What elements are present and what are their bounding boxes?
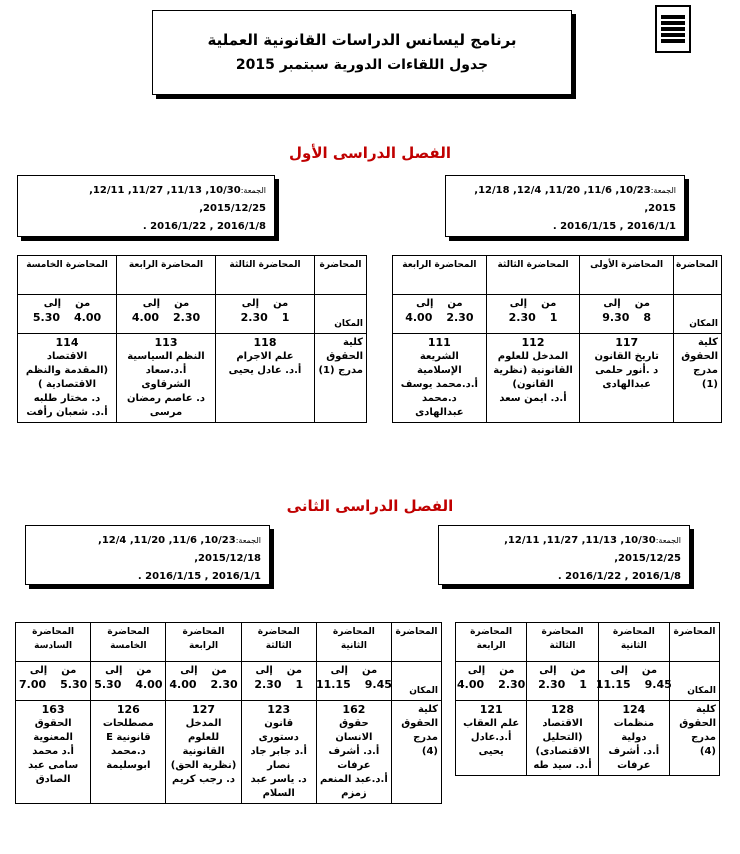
to-label: إلى [610, 665, 628, 676]
course-line: علم العقاب [463, 718, 520, 729]
time-from: 4.00 [74, 311, 102, 324]
course-cell [580, 334, 674, 423]
course-line: حقوق الانسان [335, 718, 373, 743]
semester2-title: الفصل الدراسى الثانى [286, 497, 454, 515]
lecture-header-label: المحاضرة [676, 260, 718, 270]
course-line: أ.د. عادل يحيى [228, 365, 302, 376]
course-code: 128 [551, 703, 574, 716]
course-line: السلام [262, 788, 295, 799]
time-to: 2.30 [240, 311, 268, 324]
course-line: مصطلحات [102, 718, 154, 729]
lecture-header: المحاضرة الرابعة [393, 256, 487, 295]
to-label: إلى [142, 298, 161, 309]
place-label-cell [674, 295, 722, 334]
time-from: 1 [295, 678, 304, 691]
lecture-header: المحاضرة الخامسة [18, 256, 117, 295]
course-line: ابوسليمة [106, 760, 151, 771]
lecture-header: المحاضرة الثانية [316, 623, 391, 662]
course-line: قانونية E [106, 732, 151, 743]
dates-line1: 10/30, 11/13, 11/27, 12/11, 2015/12/25, [504, 535, 681, 564]
course-line: أ.د.محمد يوسف [400, 379, 478, 390]
course-code: 113 [154, 336, 178, 349]
course-line: (المقدمة والنظم [25, 365, 109, 376]
course-line: زمزم [341, 788, 367, 799]
to-label: إلى [241, 298, 260, 309]
time-to: 5.30 [32, 311, 60, 324]
dates-line1: 10/23, 11/6, 11/20, 12/4, 12/18, 2015, [474, 185, 676, 214]
time-cell [18, 295, 117, 334]
dates-line2: 2016/1/1 , 2016/1/15 . [552, 221, 676, 232]
time-cell [91, 662, 166, 701]
place-cell: كلية الحقوق مدرج (4) [392, 701, 442, 804]
place-label: المكان [687, 686, 716, 696]
time-from: 5.30 [60, 678, 88, 691]
time-from: 1 [281, 311, 290, 324]
time-cell [316, 662, 391, 701]
time-to: 9.30 [602, 311, 630, 324]
course-line: أ.د محمد [32, 746, 74, 757]
time-cell [486, 295, 580, 334]
time-to: 4.00 [169, 678, 197, 691]
place-label-cell [392, 662, 442, 701]
time-from: 9.45 [364, 678, 392, 691]
time-cell [117, 295, 216, 334]
course-line: مرسى [149, 407, 183, 418]
place-label: المكان [334, 319, 363, 329]
course-line: أ.د. أشرف [608, 746, 660, 757]
lecture-header: المحاضرة الرابعة [117, 256, 216, 295]
lecture-header: المحاضرة الثالثة [486, 256, 580, 295]
course-line: أ.د.سعاد الشرقاوى [141, 365, 191, 390]
to-label: إلى [43, 298, 62, 309]
place-cell: كلية الحقوق مدرج (4) [670, 701, 720, 776]
to-label: إلى [255, 665, 273, 676]
course-line: القانون) [512, 379, 554, 390]
course-line: الحقوق [34, 718, 72, 729]
course-line: أ.د. شعبان رأفت [26, 407, 108, 418]
semester1-title: الفصل الدراسى الأول [289, 144, 451, 162]
course-line: القانونية [182, 746, 225, 757]
course-line: تاريخ القانون [594, 351, 659, 362]
dates-line1: 10/23, 11/6, 11/20, 12/4, 2015/12/18, [98, 535, 261, 564]
course-line: (نظرية الحق) [170, 760, 237, 771]
sem2-right-dates [438, 525, 690, 585]
lecture-header: المحاضرة الأولى [580, 256, 674, 295]
course-code: 118 [253, 336, 277, 349]
sem2-left-dates [25, 525, 270, 585]
course-line: سامى عبد [28, 760, 79, 771]
time-to: 5.30 [94, 678, 122, 691]
course-cell [456, 701, 527, 776]
course-line: د.محمد عبدالهادى [415, 393, 464, 418]
title-box [152, 10, 572, 95]
from-label: من [75, 298, 91, 309]
course-line: دستورى [258, 732, 299, 743]
time-from: 1 [549, 311, 558, 324]
dates-line2: 2016/1/8 , 2016/1/22 . [557, 571, 681, 582]
time-to: 4.00 [131, 311, 159, 324]
from-label: من [211, 665, 227, 676]
to-label: إلى [539, 665, 557, 676]
time-cell [527, 662, 598, 701]
course-line: علم الاجرام [236, 351, 294, 362]
lecture-header: المحاضرة الخامسة [91, 623, 166, 662]
time-cell [16, 662, 91, 701]
time-from: 2.30 [446, 311, 474, 324]
course-line: القانونية (نظرية [493, 365, 573, 376]
course-code: 112 [521, 336, 545, 349]
from-label: من [273, 298, 289, 309]
course-cell [241, 701, 316, 804]
from-label: من [61, 665, 77, 676]
course-code: 124 [622, 703, 646, 716]
from-label: من [499, 665, 515, 676]
time-to: 2.30 [254, 678, 282, 691]
course-line: المعنوية [33, 732, 73, 743]
university-logo [655, 5, 691, 53]
sem2-right-table [455, 622, 720, 776]
course-line: أ.د جابر جاد [250, 746, 307, 757]
time-cell [216, 295, 315, 334]
from-label: من [286, 665, 302, 676]
time-to: 11.15 [315, 678, 351, 691]
place-cell: كلية الحقوق مدرج (1) [674, 334, 722, 423]
course-cell [16, 701, 91, 804]
course-code: 163 [41, 703, 65, 716]
course-code: 111 [427, 336, 451, 349]
course-cell [18, 334, 117, 423]
time-to: 11.15 [595, 678, 631, 691]
lecture-header: المحاضرة الثالثة [241, 623, 316, 662]
from-label: من [361, 665, 378, 676]
lecture-header: المحاضرة الثالثة [527, 623, 598, 662]
to-label: إلى [330, 665, 348, 676]
lecture-header: المحاضرة الرابعة [166, 623, 241, 662]
dates-label: الجمعة: [235, 536, 261, 545]
lecture-header: المحاضرة السادسة [16, 623, 91, 662]
course-code: 162 [342, 703, 366, 716]
course-line: د. عاصم رمضان [126, 393, 206, 404]
dates-label: الجمعة: [240, 186, 266, 195]
to-label: إلى [603, 298, 621, 309]
course-code: 127 [192, 703, 216, 716]
dates-line1: 10/30, 11/13, 11/27, 12/11, 2015/12/25, [89, 185, 266, 214]
time-to: 7.00 [18, 678, 47, 691]
to-label: إلى [105, 665, 123, 676]
course-cell [117, 334, 216, 423]
header-place [392, 623, 442, 662]
course-line: الصادق [35, 774, 71, 785]
course-cell [166, 701, 241, 804]
course-line: د .أنور حلمى [595, 365, 659, 376]
sem1-right-dates [445, 175, 685, 237]
course-code: 121 [479, 703, 503, 716]
lecture-header: المحاضرة الثانية [598, 623, 669, 662]
course-line: د. ياسر عبد [250, 774, 307, 785]
course-cell [598, 701, 669, 776]
course-line: أ.د. أشرف [328, 746, 380, 757]
course-cell [216, 334, 315, 423]
lecture-header-label: المحاضرة [395, 627, 438, 637]
course-line: د.محمد [110, 746, 146, 757]
course-line: أ.د.عبد المنعم [320, 774, 388, 785]
time-to: 2.30 [538, 678, 566, 691]
from-label: من [447, 298, 463, 309]
lecture-header-label: المحاضرة [319, 260, 362, 270]
course-line: النظم السياسية [127, 351, 205, 362]
course-cell [316, 701, 391, 804]
from-label: من [634, 298, 650, 309]
page-title: برنامج ليسانس الدراسات القانونية العملية [207, 31, 517, 49]
course-line: منظمات دولية [613, 718, 655, 743]
course-cell [486, 334, 580, 423]
course-cell [527, 701, 598, 776]
course-line: الشريعة الإسلامية [417, 351, 462, 376]
place-label-cell [315, 295, 367, 334]
time-cell [241, 662, 316, 701]
time-cell [166, 662, 241, 701]
time-from: 2.30 [210, 678, 238, 691]
time-cell [595, 662, 672, 701]
place-label-cell [670, 662, 720, 701]
header-place [670, 623, 720, 662]
course-line: نصار [267, 760, 291, 771]
from-label: من [136, 665, 152, 676]
to-label: إلى [29, 665, 48, 676]
dates-line2: 2016/1/8 , 2016/1/22 . [142, 221, 266, 232]
course-line: المدخل للعلوم [185, 718, 222, 743]
course-line: أ.د.عادل يحيى [470, 732, 512, 757]
to-label: إلى [180, 665, 198, 676]
time-from: 9.45 [644, 678, 672, 691]
header-place [315, 256, 367, 295]
to-label: إلى [509, 298, 528, 309]
from-label: من [641, 665, 658, 676]
header-place [674, 256, 722, 295]
time-to: 4.00 [405, 311, 433, 324]
place-label: المكان [409, 686, 438, 696]
to-label: إلى [416, 298, 434, 309]
course-line: أ.د. ايمن سعد [499, 393, 567, 404]
course-line: الاقتصادية ) [37, 379, 97, 390]
place-label: المكان [689, 319, 718, 329]
sem1-left-table [17, 255, 367, 423]
time-from: 2.30 [498, 678, 526, 691]
lecture-header: المحاضرة الثالثة [216, 256, 315, 295]
course-cell [91, 701, 166, 804]
course-line: الاقتصاد [46, 351, 88, 362]
dates-label: الجمعة: [655, 536, 681, 545]
course-code: 117 [615, 336, 639, 349]
page-subtitle: جدول اللقاءات الدورية سبتمبر 2015 [235, 57, 489, 73]
course-line: (التحليل [542, 732, 583, 743]
course-line: عرفات [617, 760, 651, 771]
course-line: أ.د. سيد طه [533, 760, 592, 771]
dates-line2: 2016/1/1 , 2016/1/15 . [137, 571, 261, 582]
sem2-left-table [15, 622, 442, 804]
lecture-header: المحاضرة الرابعة [456, 623, 527, 662]
course-line: عرفات [337, 760, 371, 771]
course-code: 126 [116, 703, 140, 716]
time-to: 4.00 [457, 678, 485, 691]
time-cell [580, 295, 674, 334]
time-to: 2.30 [508, 311, 536, 324]
time-from: 8 [643, 311, 652, 324]
course-code: 123 [267, 703, 291, 716]
course-line: د. مختار طلبه [33, 393, 101, 404]
from-label: من [570, 665, 586, 676]
sem1-right-table [392, 255, 722, 423]
course-code: 114 [55, 336, 79, 349]
to-label: إلى [467, 665, 486, 676]
from-label: من [174, 298, 190, 309]
dates-label: الجمعة: [650, 186, 676, 195]
time-cell [456, 662, 527, 701]
course-line: قانون [264, 718, 294, 729]
time-from: 2.30 [173, 311, 201, 324]
course-line: الاقتصاد [542, 718, 583, 729]
time-from: 1 [579, 678, 587, 691]
time-cell [393, 295, 487, 334]
course-line: عبدالهادى [602, 379, 651, 390]
course-line: المدخل للعلوم [497, 351, 569, 362]
lecture-header-label: المحاضرة [673, 627, 716, 637]
course-cell [393, 334, 487, 423]
course-line: د. رجب كريم [171, 774, 236, 785]
place-cell: كلية الحقوق مدرج (1) [315, 334, 367, 423]
sem1-left-dates [17, 175, 275, 237]
from-label: من [541, 298, 557, 309]
time-from: 4.00 [135, 678, 163, 691]
course-line: الاقتصادى) [535, 746, 590, 757]
